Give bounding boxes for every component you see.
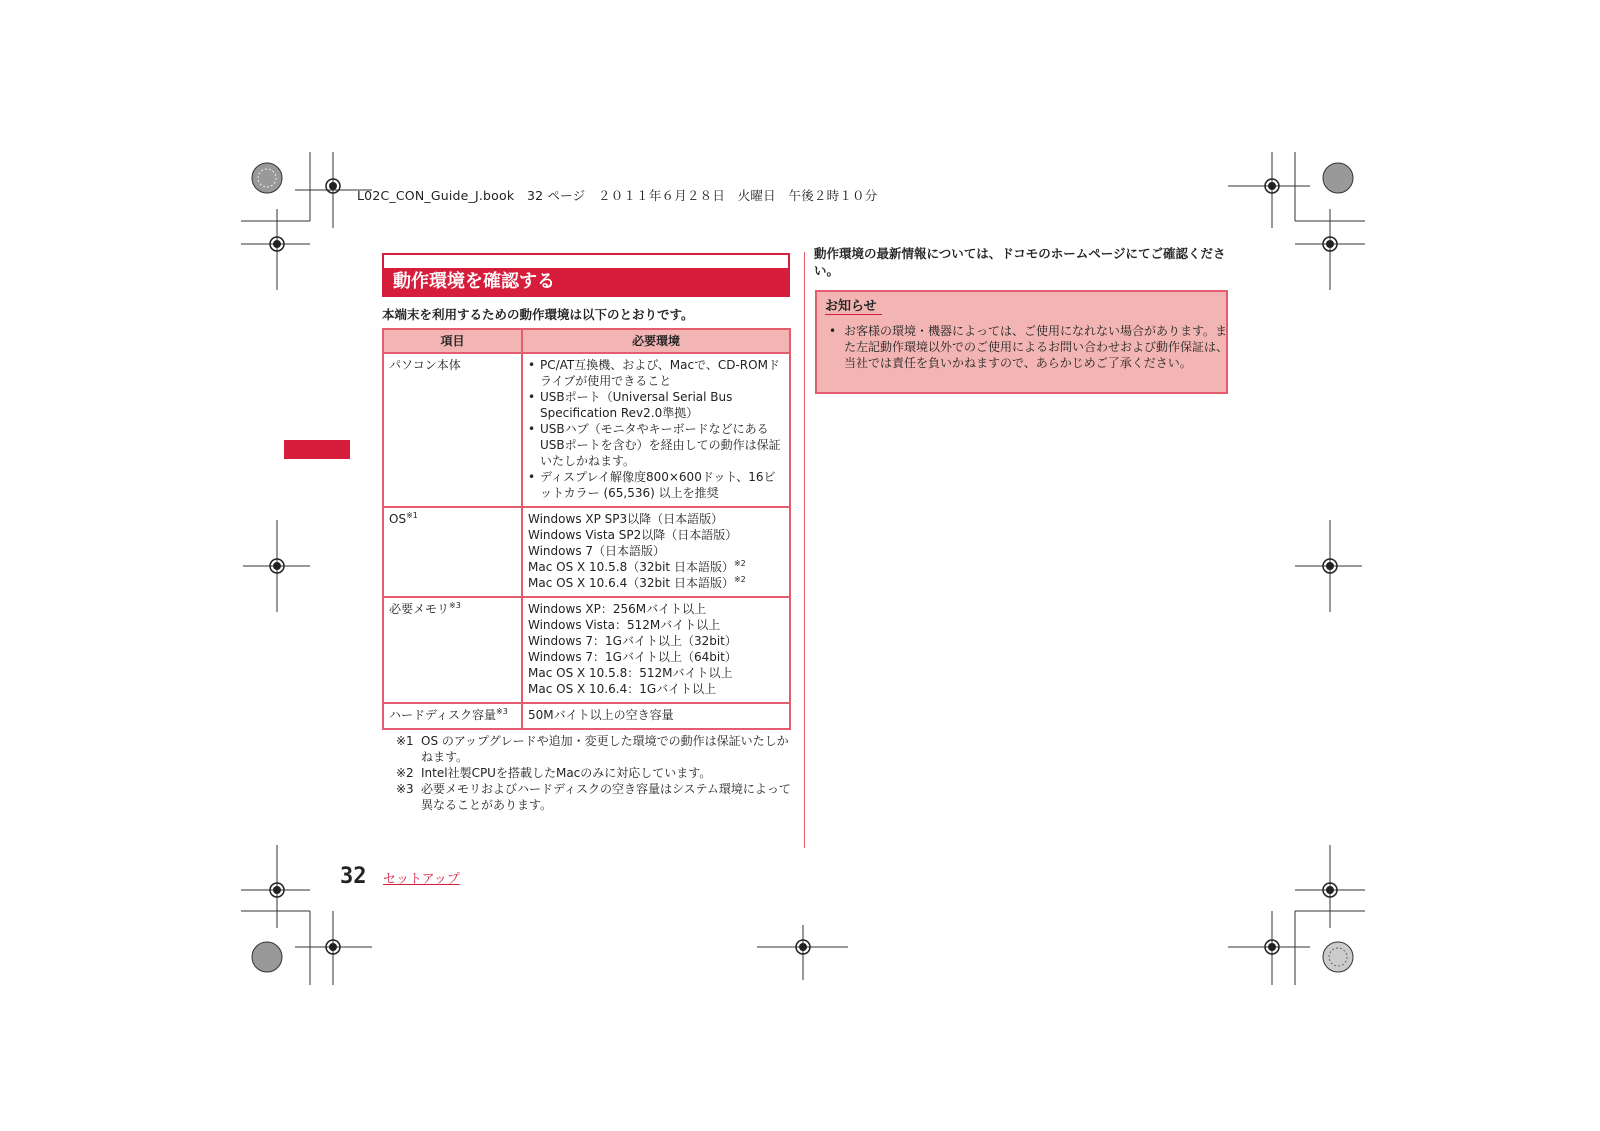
os-line: Windows 7（日本語版） <box>528 544 666 558</box>
bullet: • <box>829 324 837 338</box>
latest-info-text: 動作環境の最新情報については、ドコモのホームページにてご確認ください。 <box>814 246 1226 278</box>
row-os-value <box>522 507 790 597</box>
footnotes <box>396 733 791 813</box>
header-item: 項目 <box>383 329 522 353</box>
memory-footnote-mark: ※3 <box>449 601 461 610</box>
footnote: ※3 必要メモリおよびハードディスクの空き容量はシステム環境によって異なることがあります。 <box>396 782 791 812</box>
memory-label: 必要メモリ <box>389 602 450 616</box>
page-number: 32 <box>340 864 367 889</box>
memory-line: Windows 7：1Gバイト以上（32bit） <box>528 634 737 648</box>
table-row <box>383 597 790 703</box>
disk-footnote-mark: ※3 <box>496 707 508 716</box>
os-line: Mac OS X 10.5.8（32bit 日本語版）$^{※2}$ <box>528 559 746 574</box>
footnote: ※1 OS のアップグレードや追加・変更した環境での動作は保証いたしかねます。 <box>396 734 789 764</box>
row-pc-value <box>522 353 790 507</box>
pc-bullet: • USBハブ（モニタやキーボードなどにあるUSBポートを含む）を経由しての動作は保証いたしかねます。 <box>528 421 784 469</box>
table-row <box>383 703 790 729</box>
header-requirement: 必要環境 <box>522 329 790 353</box>
section-heading <box>382 253 790 297</box>
chapter-tab <box>284 440 350 459</box>
print-header: L02C_CON_Guide_J.book 32 ページ ２０１１年６月２８日 火曜日 午後２時１０分 <box>357 188 878 203</box>
pc-bullet: • USBポート（Universal Serial Bus Specification Rev2.0準拠） <box>528 389 784 421</box>
footnote: ※2 Intel社製CPUを搭載したMacのみに対応しています。 <box>396 766 712 780</box>
os-footnote-mark: ※1 <box>406 511 418 520</box>
notice-body: • お客様の環境・機器によっては、ご使用になれない場合があります。また左記動作環境以外でのご使用によるお問い合わせおよび動作保証は、当社では責任を負いかねますので、あらかじめご了承ください。 <box>829 324 1229 370</box>
table-row <box>383 353 790 507</box>
row-memory-value <box>522 597 790 703</box>
row-disk-item <box>383 703 522 729</box>
column-divider <box>804 252 805 848</box>
memory-line: Windows Vista：512Mバイト以上 <box>528 618 721 632</box>
memory-line: Windows XP：256Mバイト以上 <box>528 602 707 616</box>
os-label: OS <box>389 512 407 526</box>
os-line: Windows Vista SP2以降（日本語版） <box>528 528 738 542</box>
os-line: Mac OS X 10.6.4（32bit 日本語版）$^{※2}$ <box>528 575 746 590</box>
footer-section-link[interactable]: セットアップ <box>383 872 460 887</box>
pc-bullet: • PC/AT互換機、および、Macで、CD-ROMドライブが使用できること <box>528 357 784 389</box>
row-pc-item: パソコン本体 <box>383 353 522 507</box>
pc-bullet: • ディスプレイ解像度800×600ドット、16ビットカラー (65,536) 以上を推奨 <box>528 469 784 501</box>
row-os-item <box>383 507 522 597</box>
intro-text: 本端末を利用するための動作環境は以下のとおりです。 <box>382 307 694 322</box>
memory-line: Mac OS X 10.5.8：512Mバイト以上 <box>528 666 733 680</box>
row-memory-item <box>383 597 522 703</box>
row-disk-value: 50Mバイト以上の空き容量 <box>522 703 790 729</box>
notice-title: お知らせ <box>825 295 882 315</box>
disk-label: ハードディスク容量 <box>389 708 497 722</box>
memory-line: Mac OS X 10.6.4：1Gバイト以上 <box>528 682 717 696</box>
requirements-table <box>382 328 791 730</box>
table-header-row <box>383 329 790 353</box>
table-row <box>383 507 790 597</box>
memory-line: Windows 7：1Gバイト以上（64bit） <box>528 650 737 664</box>
os-line: Windows XP SP3以降（日本語版） <box>528 512 724 526</box>
notice-box <box>815 290 1228 394</box>
section-title: 動作環境を確認する <box>384 268 788 295</box>
